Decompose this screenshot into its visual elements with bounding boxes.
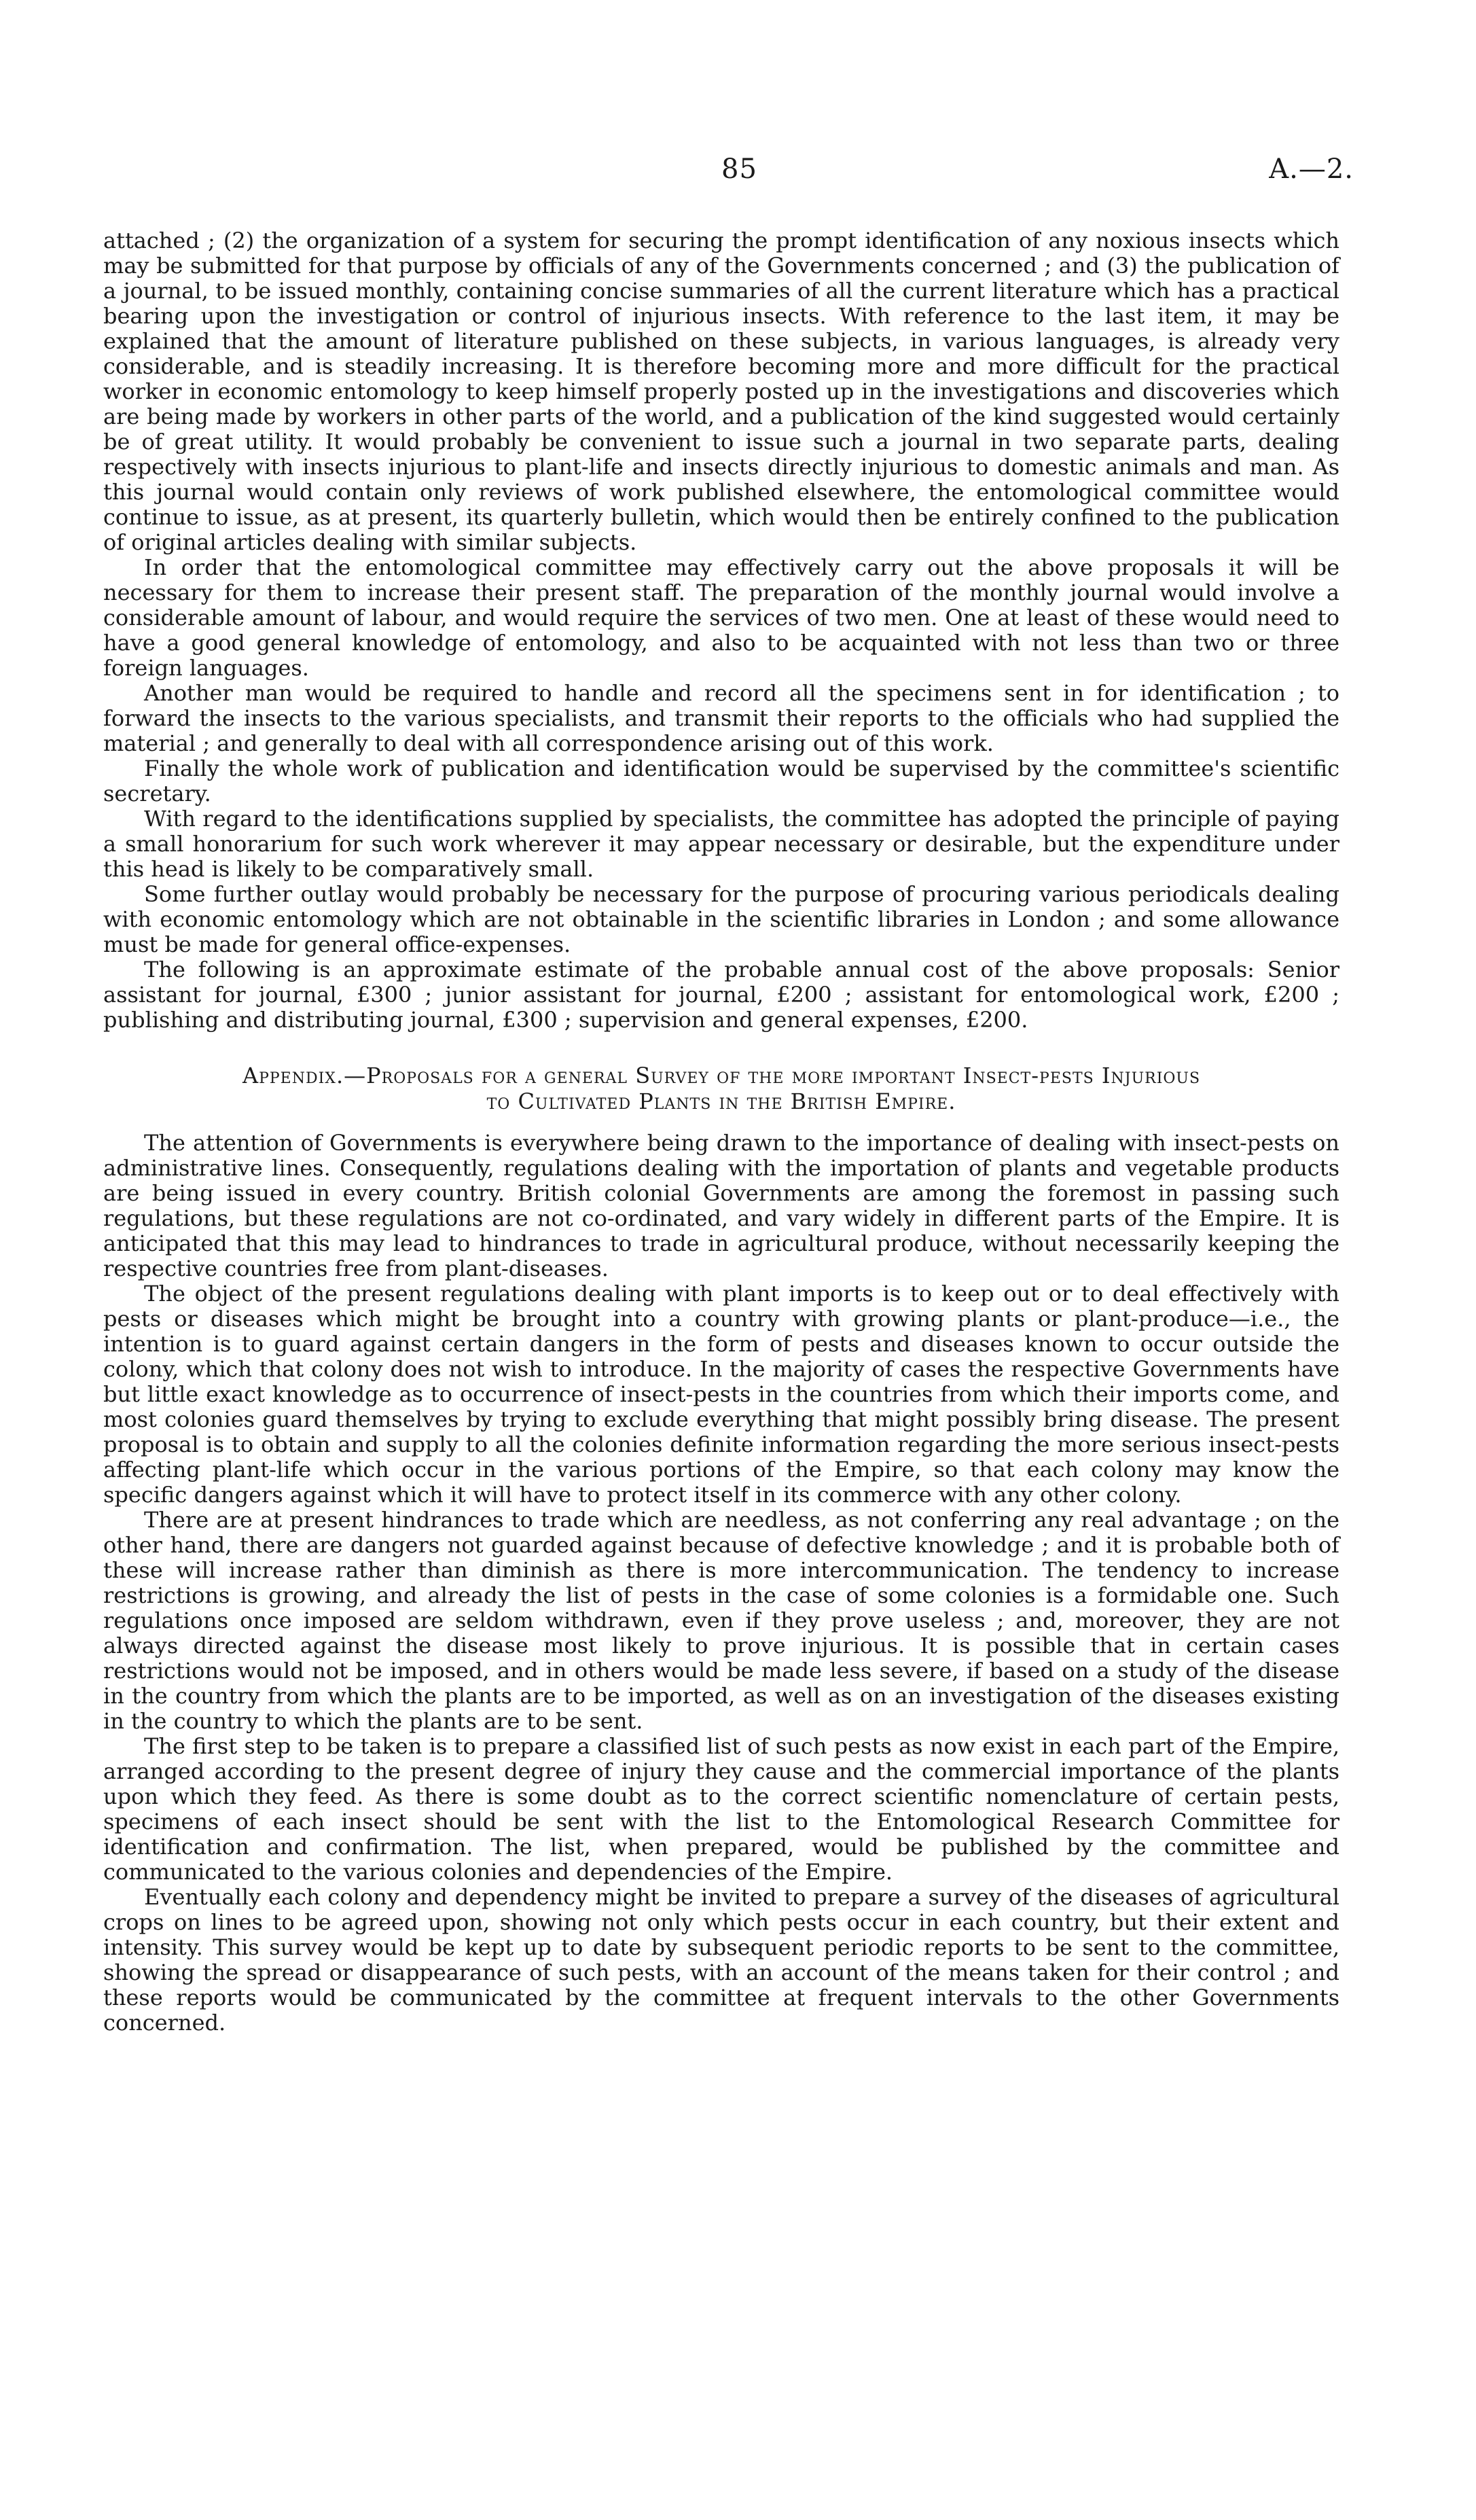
paragraph: Another man would be required to handle and record all the specimens sent in for identification ; to forward the insects to the various specialists, and transmit their reports to the officials who had supplied the material ; and generally to deal with all correspondence arising out of this work. xyxy=(103,680,1339,756)
paragraph: In order that the entomological committee may effectively carry out the above proposals it will be necessary for them to increase their present staff. The preparation of the monthly journal would involve a considerable amount of labour, and would require the services of two men. One at least of these would need to have a good general knowledge of entomology, and also to be acquainted with not less than two or three foreign languages. xyxy=(103,554,1339,681)
document-body xyxy=(103,228,1339,2036)
appendix-heading-line-1: Appendix.—Proposals for a general Survey of the more important Insect-pests Injurious xyxy=(242,1063,1201,1088)
page-reference: A.—2. xyxy=(1269,154,1354,185)
paragraph: Eventually each colony and dependency might be invited to prepare a survey of the diseases of agricultural crops on lines to be agreed upon, showing not only which pests occur in each country, but their extent and intensity. This survey would be kept up to date by subsequent periodic reports to be sent to the committee, showing the spread or disappearance of such pests, with an account of the means taken for their control ; and these reports would be communicated by the committee at frequent intervals to the other Governments concerned. xyxy=(103,1884,1339,2036)
page-number: 85 xyxy=(721,154,757,185)
paragraph: The following is an approximate estimate of the probable annual cost of the above proposals: Senior assistant for journal, £300 ; junior assistant for journal, £200 ; assistant for entomological work, £200 ; publishing and distributing journal, £300 ; supervision and general expenses, £200. xyxy=(103,957,1339,1033)
paragraph: attached ; (2) the organization of a system for securing the prompt identification of any noxious insects which may be submitted for that purpose by officials of any of the Governments concerned ; and (3) the publication of a journal, to be issued monthly, containing concise summaries of all the current literature which has a practical bearing upon the investigation or control of injurious insects. With reference to the last item, it may be explained that the amount of literature published on these subjects, in various languages, is already very considerable, and is steadily increasing. It is therefore becoming more and more difficult for the practical worker in economic entomology to keep himself properly posted up in the investigations and discoveries which are being made by workers in other parts of the world, and a publication of the kind suggested would certainly be of great utility. It would probably be convenient to issue such a journal in two separate parts, dealing respectively with insects injurious to plant-life and insects directly injurious to domestic animals and man. As this journal would contain only reviews of work published elsewhere, the entomological committee would continue to issue, as at present, its quarterly bulletin, which would then be entirely confined to the publication of original articles dealing with similar subjects. xyxy=(103,228,1339,555)
paragraph: Some further outlay would probably be necessary for the purpose of procuring various periodicals dealing with economic entomology which are not obtainable in the scientific libraries in London ; and some allowance must be made for general office-expenses. xyxy=(103,881,1339,957)
paragraph: With regard to the identifications supplied by specialists, the committee has adopted the principle of paying a small honorarium for such work wherever it may appear necessary or desirable, but the expenditure under this head is likely to be comparatively small. xyxy=(103,806,1339,882)
paragraph: The attention of Governments is everywhere being drawn to the importance of dealing with insect-pests on administrative lines. Consequently, regulations dealing with the importation of plants and vegetable products are being issued in every country. British colonial Governments are among the foremost in passing such regulations, but these regulations are not co-ordinated, and vary widely in different parts of the Empire. It is anticipated that this may lead to hindrances to trade in agricultural produce, without necessarily keeping the respective countries free from plant-diseases. xyxy=(103,1130,1339,1281)
paragraph: There are at present hindrances to trade which are needless, as not conferring any real advantage ; on the other hand, there are dangers not guarded against because of defective knowledge ; and it is probable both of these will increase rather than diminish as there is more intercommunication. The tendency to increase restrictions is growing, and already the list of pests in the case of some colonies is a formidable one. Such regulations once imposed are seldom withdrawn, even if they prove useless ; and, moreover, they are not always directed against the disease most likely to prove injurious. It is possible that in certain cases restrictions would not be imposed, and in others would be made less severe, if based on a study of the disease in the country from which the plants are to be imported, as well as on an investigation of the diseases existing in the country to which the plants are to be sent. xyxy=(103,1507,1339,1734)
paragraph: The first step to be taken is to prepare a classified list of such pests as now exist in each part of the Empire, arranged according to the present degree of injury they cause and the commercial importance of the plants upon which they feed. As there is some doubt as to the correct scientific nomenclature of certain pests, specimens of each insect should be sent with the list to the Entomological Research Committee for identification and confirmation. The list, when prepared, would be published by the committee and communicated to the various colonies and dependencies of the Empire. xyxy=(103,1733,1339,1885)
page-header xyxy=(0,154,1476,194)
paragraph: The object of the present regulations dealing with plant imports is to keep out or to deal effectively with pests or diseases which might be brought into a country with growing plants or plant-produce—i.e., the intention is to guard against certain dangers in the form of pests and diseases known to occur outside the colony, which that colony does not wish to introduce. In the majority of cases the respective Governments have but little exact knowledge as to occurrence of insect-pests in the countries from which their imports come, and most colonies guard themselves by trying to exclude everything that might possibly bring disease. The present proposal is to obtain and supply to all the colonies definite information regarding the more serious insect-pests affecting plant-life which occur in the various portions of the Empire, so that each colony may know the specific dangers against which it will have to protect itself in its commerce with any other colony. xyxy=(103,1281,1339,1508)
appendix-heading-line-2: to Cultivated Plants in the British Empire. xyxy=(486,1088,956,1114)
appendix-heading xyxy=(103,1063,1339,1114)
paragraph: Finally the whole work of publication and identification would be supervised by the committee's scientific secretary. xyxy=(103,756,1339,806)
